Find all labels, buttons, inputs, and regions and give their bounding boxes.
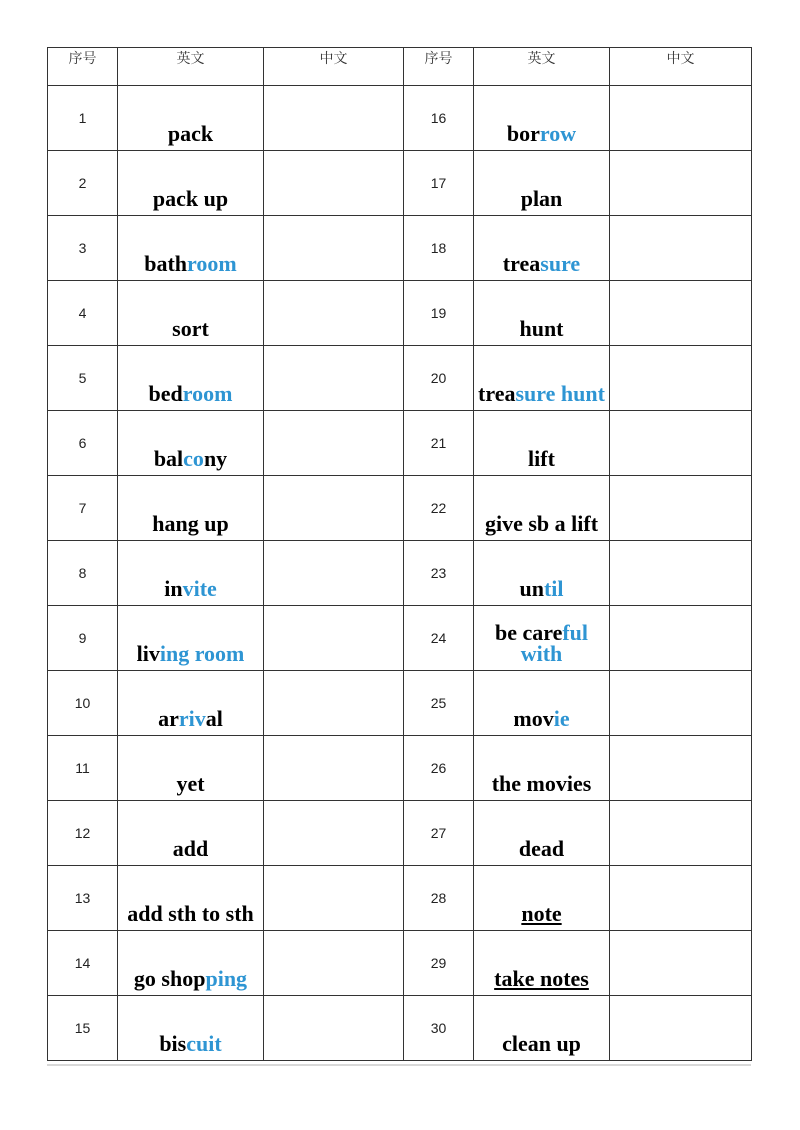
word-part: add sth to sth [127,901,254,926]
chinese-answer-cell-left [264,931,404,996]
item-number-right [404,216,474,281]
chinese-answer-cell-left [264,281,404,346]
item-number-text: 30 [430,1020,447,1036]
english-word [476,188,607,209]
item-number-left [48,866,118,931]
english-word [476,513,607,534]
word-part: bor [506,121,540,146]
item-number-right [404,606,474,671]
word-highlight-part: sure hunt [515,381,605,406]
word-highlight-part: ing room [159,641,245,666]
chinese-answer-cell-left [264,346,404,411]
item-number-text: 16 [430,110,447,126]
item-number-text: 4 [78,305,87,321]
word-part: bath [144,251,188,276]
english-word [476,318,607,339]
english-word [120,708,261,729]
item-number-text: 21 [430,435,447,451]
english-word [120,253,261,274]
table-row [48,216,752,281]
word-part: take notes [494,966,589,991]
item-number-left [48,736,118,801]
item-number-right [404,476,474,541]
item-number-text: 23 [430,565,447,581]
chinese-answer-cell-left [264,671,404,736]
item-number-right [404,411,474,476]
chinese-answer-cell-right [610,996,752,1061]
word-highlight-part: room [187,251,237,276]
table-row [48,671,752,736]
chinese-answer-cell-right [610,411,752,476]
chinese-answer-cell-right [610,931,752,996]
item-number-text: 14 [74,955,91,971]
item-number-right [404,541,474,606]
english-word-cell-right [474,866,610,931]
table-row [48,86,752,151]
word-part: clean up [502,1031,581,1056]
english-word [476,253,607,274]
item-number-left [48,606,118,671]
english-word [120,1033,261,1054]
english-word [476,903,607,924]
item-number-left [48,476,118,541]
word-part: hang up [152,511,229,536]
english-word [476,448,607,469]
chinese-answer-cell-right [610,86,752,151]
header-row [48,48,752,86]
english-word-cell-right [474,216,610,281]
english-word [476,123,607,144]
header-english-left: 英文 [118,48,264,86]
english-word [120,318,261,339]
english-word [476,773,607,794]
chinese-answer-cell-left [264,476,404,541]
word-highlight-part: riv [178,706,206,731]
word-highlight-part: ping [205,966,248,991]
word-part: go shop [133,966,206,991]
chinese-answer-cell-right [610,216,752,281]
chinese-answer-cell-right [610,281,752,346]
english-word [120,513,261,534]
english-word [120,903,261,924]
english-word-cell-right [474,151,610,216]
chinese-answer-cell-left [264,86,404,151]
english-word-cell-left [118,86,264,151]
chinese-answer-cell-right [610,801,752,866]
english-word-cell-right [474,671,610,736]
table-row [48,281,752,346]
english-word-cell-right [474,86,610,151]
word-highlight-part: til [543,576,564,601]
item-number-left [48,151,118,216]
english-word [120,773,261,794]
item-number-text: 26 [430,760,447,776]
english-word [476,622,607,664]
table-body [48,86,752,1061]
item-number-left [48,346,118,411]
table-row [48,736,752,801]
word-part: the movies [491,771,592,796]
item-number-left [48,671,118,736]
chinese-answer-cell-left [264,866,404,931]
chinese-answer-cell-left [264,151,404,216]
english-word-cell-right [474,606,610,671]
english-word-cell-right [474,411,610,476]
english-word-cell-right [474,801,610,866]
item-number-right [404,736,474,801]
word-part: ny [203,446,228,471]
item-number-right [404,281,474,346]
chinese-answer-cell-left [264,606,404,671]
word-highlight-part: ful with [520,620,589,666]
vocabulary-sheet [47,47,751,1063]
english-word [476,838,607,859]
word-part: dead [518,836,565,861]
table-row [48,866,752,931]
item-number-right [404,866,474,931]
word-part: plan [520,186,563,211]
item-number-left [48,216,118,281]
chinese-answer-cell-left [264,541,404,606]
word-highlight-part: row [539,121,577,146]
english-word [476,1033,607,1054]
english-word-cell-left [118,411,264,476]
english-word [476,383,607,404]
table-row [48,151,752,216]
item-number-text: 27 [430,825,447,841]
table-row [48,801,752,866]
item-number-text: 11 [75,760,90,776]
item-number-text: 2 [78,175,87,191]
word-highlight-part: sure [540,251,581,276]
english-word-cell-left [118,346,264,411]
english-word [476,578,607,599]
english-word-cell-left [118,541,264,606]
word-part: pack [167,121,214,146]
item-number-right [404,151,474,216]
item-number-text: 29 [430,955,447,971]
chinese-answer-cell-right [610,736,752,801]
item-number-right [404,996,474,1061]
word-part: trea [502,251,541,276]
item-number-text: 8 [78,565,87,581]
item-number-right [404,671,474,736]
english-word [120,968,261,989]
english-word [120,838,261,859]
item-number-text: 25 [430,695,447,711]
english-word [120,578,261,599]
header-chinese-right: 中文 [610,48,752,86]
item-number-text: 3 [78,240,87,256]
header-number-left: 序号 [48,48,118,86]
chinese-answer-cell-left [264,216,404,281]
item-number-text: 19 [430,305,447,321]
item-number-text: 12 [74,825,91,841]
chinese-answer-cell-left [264,736,404,801]
chinese-answer-cell-right [610,866,752,931]
word-part: liv [136,641,160,666]
item-number-text: 15 [74,1020,91,1036]
word-part: bis [159,1031,187,1056]
word-part: be care [494,620,563,645]
item-number-left [48,931,118,996]
chinese-answer-cell-right [610,346,752,411]
item-number-text: 1 [78,110,87,126]
item-number-text: 6 [78,435,87,451]
english-word [120,448,261,469]
chinese-answer-cell-left [264,801,404,866]
word-part: hunt [519,316,564,341]
item-number-text: 5 [78,370,87,386]
english-word [476,708,607,729]
word-part: bed [148,381,183,406]
english-word-cell-left [118,281,264,346]
chinese-answer-cell-right [610,476,752,541]
item-number-text: 22 [430,500,447,516]
english-word-cell-right [474,996,610,1061]
word-part: pack up [152,186,229,211]
english-word-cell-left [118,866,264,931]
english-word-cell-right [474,476,610,541]
word-part: al [205,706,223,731]
item-number-left [48,281,118,346]
word-part: mov [513,706,554,731]
item-number-text: 20 [430,370,447,386]
table-row [48,931,752,996]
item-number-right [404,801,474,866]
word-highlight-part: cuit [186,1031,222,1056]
table-row [48,476,752,541]
item-number-text: 17 [430,175,447,191]
word-highlight-part: co [183,446,204,471]
english-word-cell-left [118,996,264,1061]
header-chinese-left: 中文 [264,48,404,86]
item-number-text: 9 [78,630,87,646]
word-highlight-part: vite [182,576,217,601]
vocabulary-table [47,47,752,1061]
word-highlight-part: ie [553,706,570,731]
english-word-cell-left [118,606,264,671]
english-word-cell-left [118,671,264,736]
english-word-cell-left [118,151,264,216]
english-word [120,383,261,404]
english-word-cell-right [474,281,610,346]
english-word-cell-left [118,931,264,996]
item-number-text: 28 [430,890,447,906]
item-number-left [48,411,118,476]
item-number-right [404,86,474,151]
english-word [120,123,261,144]
word-part: in [164,576,183,601]
word-part: trea [478,381,516,406]
english-word-cell-left [118,476,264,541]
word-part: yet [176,771,205,796]
english-word [476,968,607,989]
english-word-cell-left [118,736,264,801]
english-word-cell-right [474,736,610,801]
table-row [48,996,752,1061]
item-number-left [48,86,118,151]
english-word [120,643,261,664]
chinese-answer-cell-right [610,541,752,606]
table-row [48,541,752,606]
item-number-text: 18 [430,240,447,256]
chinese-answer-cell-left [264,411,404,476]
word-part: un [519,576,544,601]
word-part: sort [172,316,209,341]
word-part: note [521,901,562,926]
item-number-text: 10 [74,695,91,711]
word-highlight-part: room [182,381,233,406]
english-word-cell-left [118,216,264,281]
item-number-right [404,931,474,996]
item-number-right [404,346,474,411]
item-number-text: 24 [430,630,447,646]
item-number-text: 7 [78,500,87,516]
english-word-cell-right [474,541,610,606]
table-row [48,606,752,671]
chinese-answer-cell-right [610,151,752,216]
chinese-answer-cell-right [610,606,752,671]
word-part: add [172,836,209,861]
table-row [48,346,752,411]
chinese-answer-cell-right [610,671,752,736]
table-row [48,411,752,476]
header-english-right: 英文 [474,48,610,86]
item-number-left [48,541,118,606]
item-number-left [48,801,118,866]
item-number-text: 13 [74,890,91,906]
english-word [120,188,261,209]
word-part: give sb a lift [484,511,599,536]
word-part: bal [153,446,184,471]
chinese-answer-cell-left [264,996,404,1061]
word-part: ar [158,706,179,731]
word-part: lift [528,446,555,471]
english-word-cell-left [118,801,264,866]
item-number-left [48,996,118,1061]
english-word-cell-right [474,931,610,996]
header-number-right: 序号 [404,48,474,86]
english-word-cell-right [474,346,610,411]
